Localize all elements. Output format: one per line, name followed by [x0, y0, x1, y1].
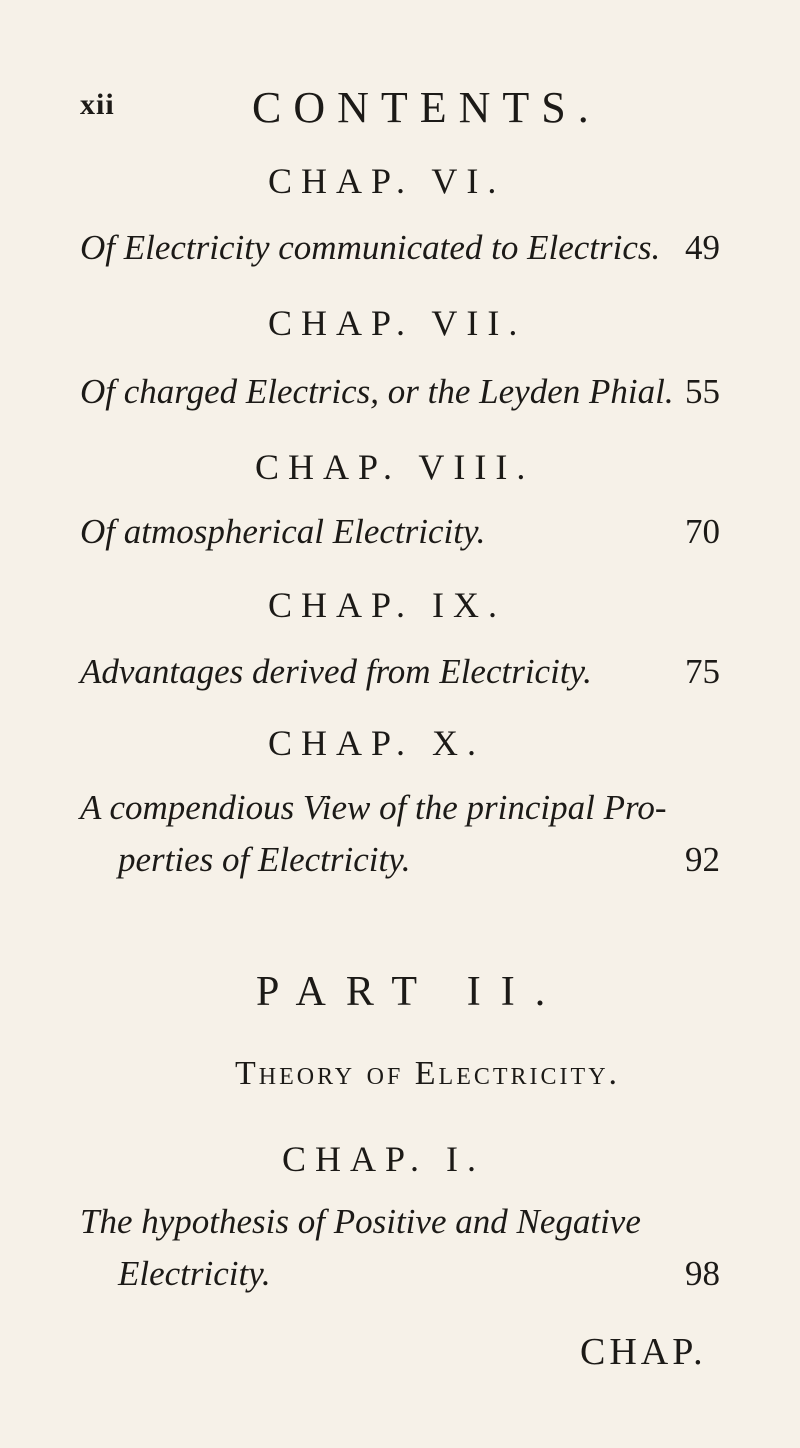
- part-heading: PART II.: [256, 969, 566, 1015]
- page-number: 92: [685, 840, 720, 879]
- chapter-title: Of charged Electrics, or the Leyden Phial.: [80, 372, 674, 411]
- part-subtitle: Theory of Electricity.: [235, 1055, 621, 1092]
- chapter-title-line: The hypothesis of Positive and Negative: [80, 1202, 641, 1241]
- chapter-title-line: A compendious View of the principal Pro-: [80, 788, 667, 827]
- chapter-heading: CHAP. VIII.: [255, 447, 535, 487]
- chapter-title: Of Electricity communicated to Electrics.: [80, 228, 661, 267]
- page-number: 98: [685, 1254, 720, 1293]
- chapter-heading: CHAP. IX.: [268, 585, 507, 625]
- page-number: 70: [685, 512, 720, 551]
- chapter-heading: CHAP. X.: [268, 723, 486, 763]
- chapter-heading: CHAP. VI.: [268, 161, 506, 201]
- chapter-title-line: Electricity.: [118, 1254, 271, 1293]
- chapter-title: Of atmospherical Electricity.: [80, 512, 486, 551]
- chapter-title-line: perties of Electricity.: [118, 840, 411, 879]
- page-number: 49: [685, 228, 720, 267]
- catchword: CHAP.: [580, 1331, 707, 1373]
- page-number: 55: [685, 372, 720, 411]
- chapter-title: Advantages derived from Electricity.: [80, 652, 592, 691]
- page-number: 75: [685, 652, 720, 691]
- folio-number: xii: [80, 88, 115, 121]
- running-title: CONTENTS.: [252, 83, 601, 132]
- chapter-heading: CHAP. I.: [282, 1139, 486, 1179]
- chapter-heading: CHAP. VII.: [268, 303, 527, 343]
